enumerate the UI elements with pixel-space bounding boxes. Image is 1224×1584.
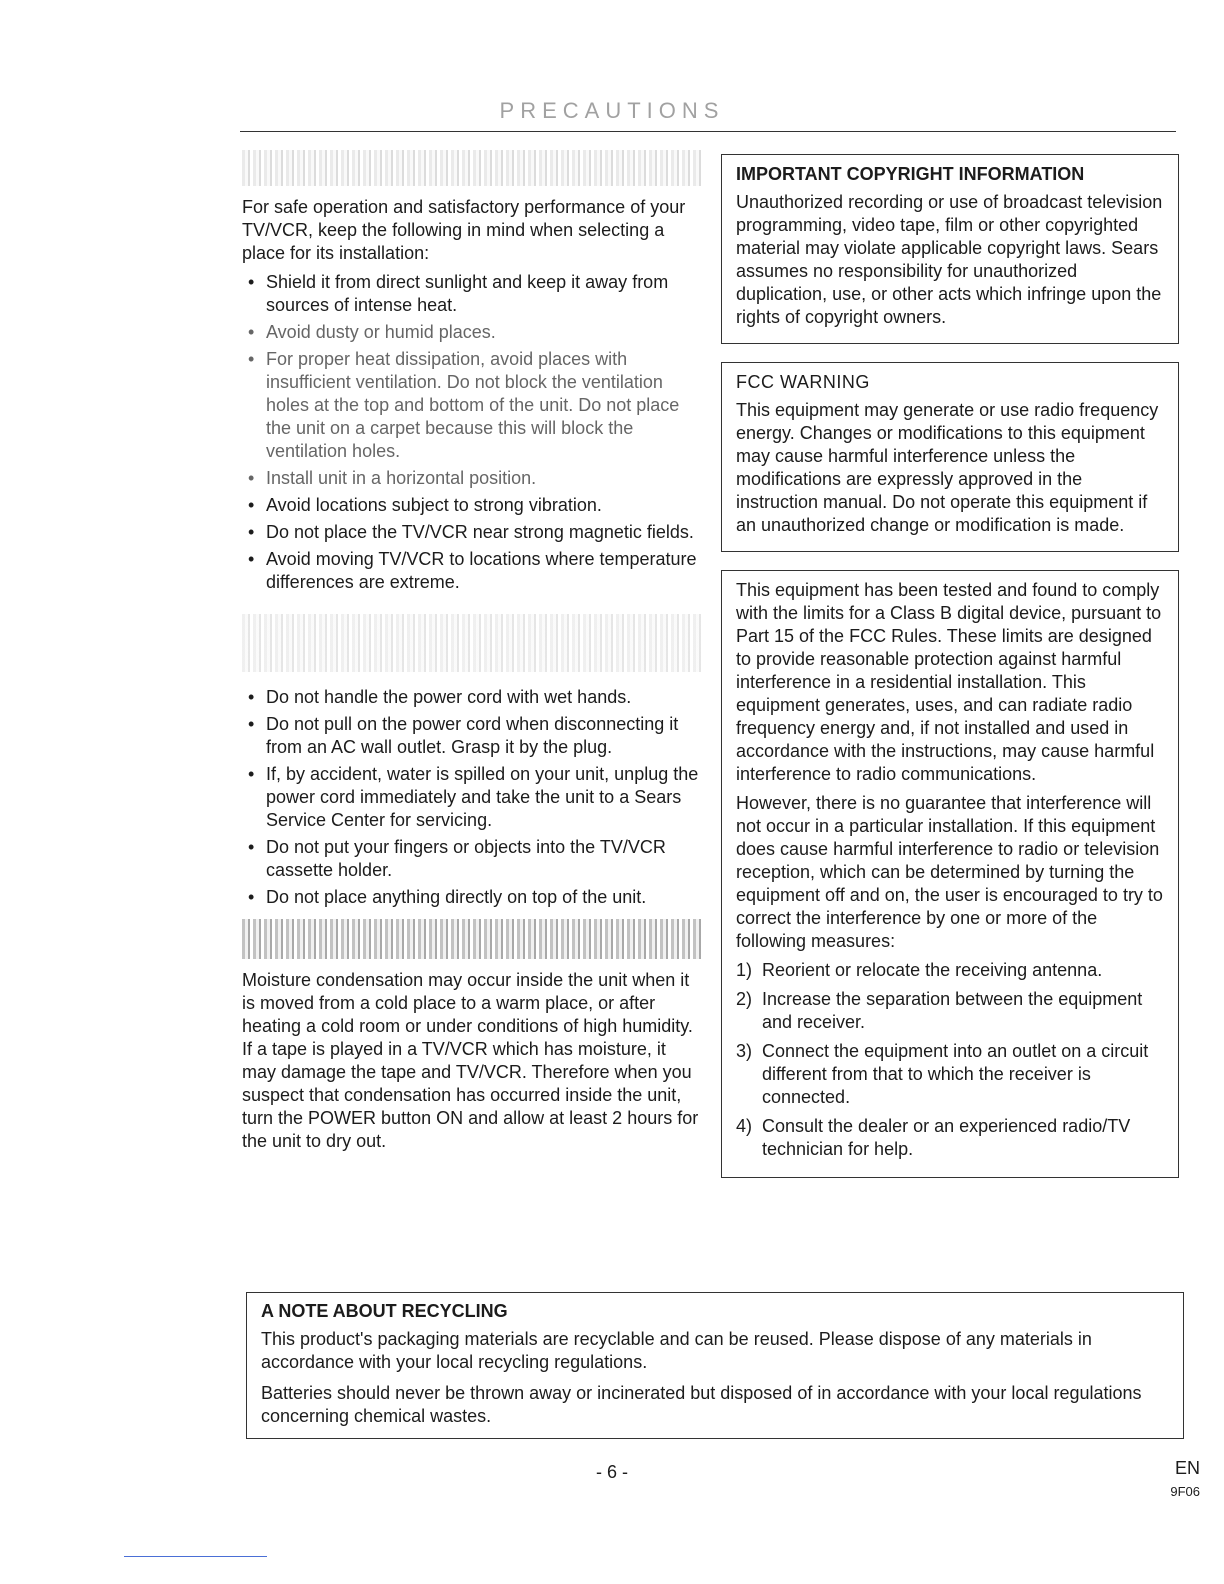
measures-list — [736, 959, 1164, 1161]
step-text: Reorient or relocate the receiving antenna. — [762, 960, 1103, 980]
faded-heading-condensation — [242, 919, 702, 959]
recycling-box — [246, 1292, 1184, 1439]
list-item — [736, 988, 1164, 1034]
fcc-warning-text: This equipment may generate or use radio frequency energy. Changes or modifications to this equipment may cause harmful interference unless the modifications are expressly approved in the instruction manual. Do not operate this equipment if an unauthorized change or modification is made. — [736, 400, 1159, 535]
copyright-box — [721, 154, 1179, 344]
copyright-text: Unauthorized recording or use of broadcast television programming, video tape, film or other copyrighted material may violate applicable copyright laws. Sears assumes no responsibility for unauthorized duplication, use, or other acts which infringe upon the rights of copyright owners. — [736, 192, 1163, 327]
list-item: • Do not place anything directly on top of the unit. — [242, 886, 702, 909]
step-number: 2) — [736, 989, 753, 1009]
list-item: • Avoid locations subject to strong vibration. — [242, 494, 702, 517]
list-item: • Shield it from direct sunlight and keep it away from sources of intense heat. — [242, 271, 702, 317]
list-item: • Do not pull on the power cord when disconnecting it from an AC wall outlet. Grasp it by the plug. — [242, 713, 702, 759]
class-b-para1: This equipment has been tested and found to comply with the limits for a Class B digital device, pursuant to Part 15 of the FCC Rules. These limits are designed to provide reasonable protection against harmful interference in a residential installation. This equipment generates, uses, and can radiate radio frequency energy and, if not installed and used in accordance with the instructions, may cause harmful interference to radio communications. — [736, 580, 1162, 784]
list-item — [736, 1040, 1164, 1109]
recycling-title: A NOTE ABOUT RECYCLING — [261, 1301, 508, 1321]
list-item: • Do not place the TV/VCR near strong magnetic fields. — [242, 521, 702, 544]
class-b-para2: However, there is no guarantee that interference will not occur in a particular installation. If this equipment does cause harmful interference to radio or television reception, which can be determined by turning the equipment off and on, the user is encouraged to try to correct the interference by one or more of the following measures: — [736, 793, 1163, 951]
step-number: 4) — [736, 1116, 753, 1136]
page-number: - 6 - — [595, 1462, 628, 1482]
page-title: PRECAUTIONS — [499, 98, 725, 123]
handling-list — [242, 686, 702, 909]
list-item: • Do not put your fingers or objects into the TV/VCR cassette holder. — [242, 836, 702, 882]
condensation-text: Moisture condensation may occur inside the unit when it is moved from a cold place to a warm place, or after heating a cold room or under conditions of high humidity. If a tape is played in a TV/VCR which has moisture, it may damage the tape and TV/VCR. Therefore when you suspect that condensation has occurred inside the unit, turn the POWER button ON and allow at least 2 hours for the unit to dry out. — [242, 970, 699, 1151]
list-item: • Avoid dusty or humid places. — [242, 321, 702, 344]
faded-heading-location — [242, 150, 702, 186]
left-column — [242, 150, 702, 1153]
list-item — [736, 1115, 1164, 1161]
class-b-box — [721, 570, 1179, 1178]
location-list — [242, 271, 702, 594]
right-column — [721, 154, 1179, 1178]
list-item: • Install unit in a horizontal position. — [242, 467, 702, 490]
title-rule — [240, 131, 1176, 132]
copyright-title: IMPORTANT COPYRIGHT INFORMATION — [736, 164, 1085, 184]
list-item: • If, by accident, water is spilled on your unit, unplug the power cord immediately and take the unit to a Sears Service Center for servicing. — [242, 763, 702, 832]
list-item — [736, 959, 1164, 982]
step-number: 1) — [736, 960, 753, 980]
fcc-warning-title: FCC WARNING — [736, 372, 870, 392]
recycling-para2: Batteries should never be thrown away or incinerated but disposed of in accordance with your local regulations concerning chemical wastes. — [261, 1383, 1142, 1426]
fcc-warning-box — [721, 362, 1179, 552]
list-item: • Do not handle the power cord with wet hands. — [242, 686, 702, 709]
recycling-para1: This product's packaging materials are recyclable and can be reused. Please dispose of any materials in accordance with your local recycling regulations. — [261, 1329, 1092, 1372]
faded-heading-handling — [242, 614, 702, 672]
step-number: 3) — [736, 1041, 753, 1061]
location-intro: For safe operation and satisfactory performance of your TV/VCR, keep the following in mind when selecting a place for its installation: — [242, 197, 686, 263]
footer-line — [124, 1556, 267, 1557]
language-code: EN — [1174, 1458, 1200, 1478]
step-text: Consult the dealer or an experienced radio/TV technician for help. — [762, 1116, 1131, 1159]
step-text: Connect the equipment into an outlet on a circuit different from that to which the receiver is connected. — [762, 1041, 1149, 1107]
list-item: • Avoid moving TV/VCR to locations where temperature differences are extreme. — [242, 548, 702, 594]
step-text: Increase the separation between the equipment and receiver. — [762, 989, 1143, 1032]
document-code: 9F06 — [1170, 1484, 1200, 1499]
list-item: • For proper heat dissipation, avoid places with insufficient ventilation. Do not block the ventilation holes at the top and bottom of the unit. Do not place the unit on a carpet because this will block the ventilation holes. — [242, 348, 702, 463]
